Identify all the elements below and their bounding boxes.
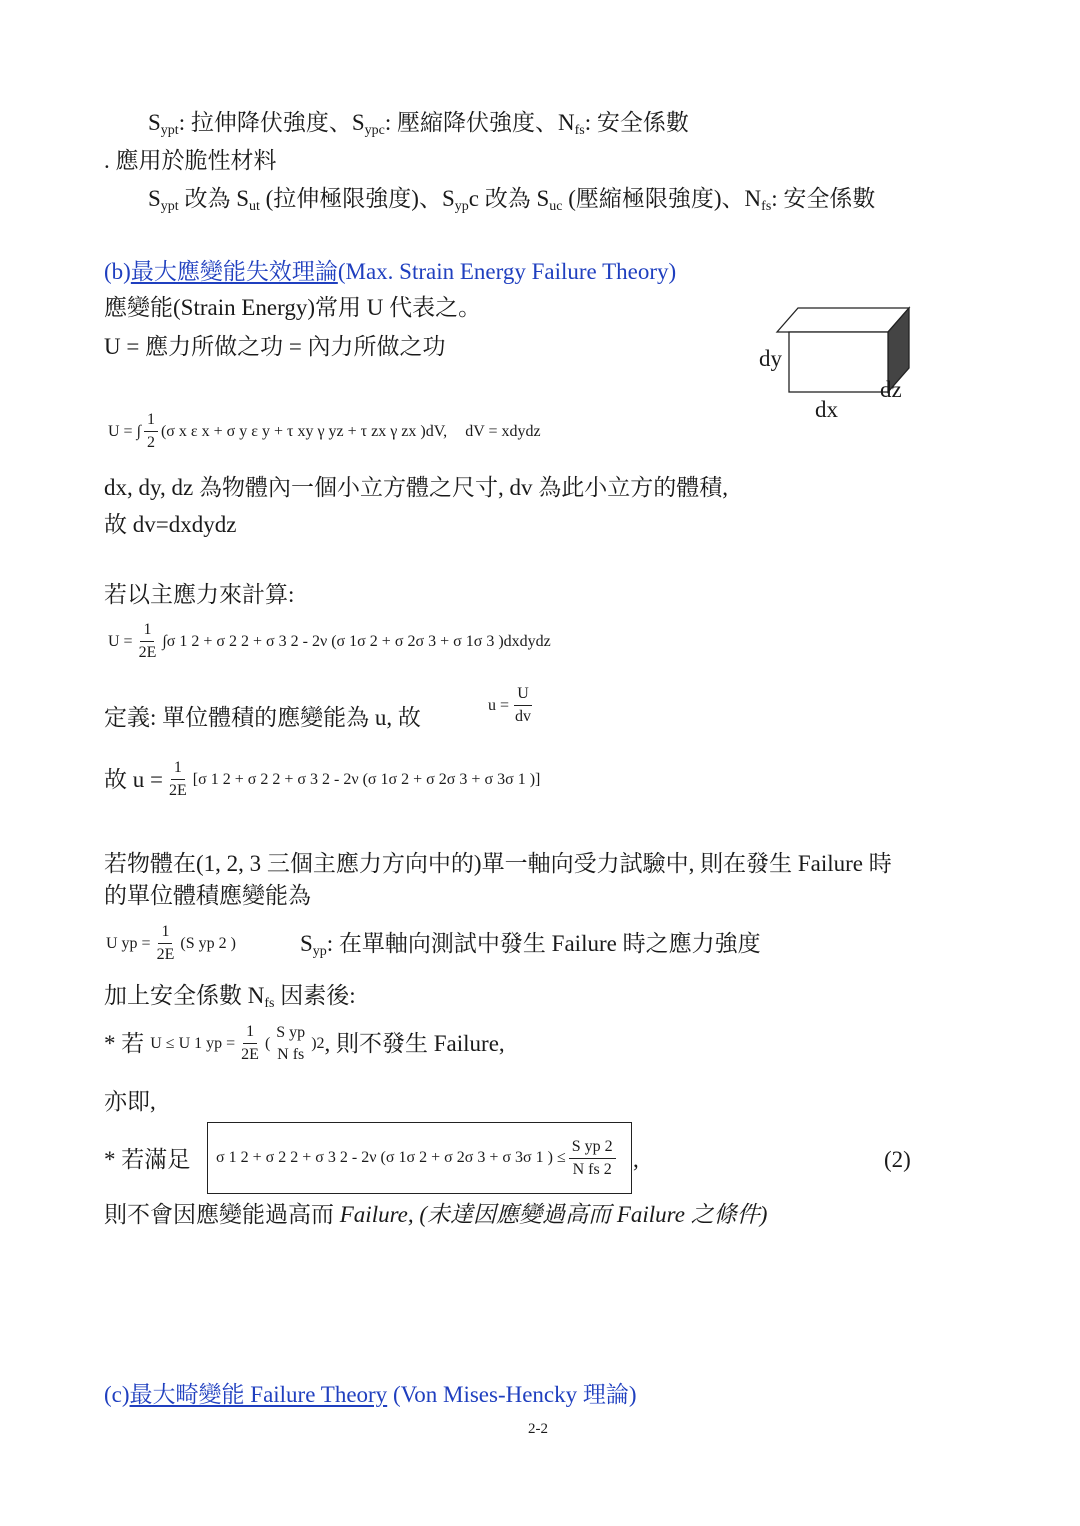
safety-factor-note: 加上安全係數 $N_{fs}$ 因素後: — [104, 983, 356, 1011]
strain-energy-equation: U = ∫ $\frac{1}{2}$ (σ x ε x + σ y ε y + τ xy γ yz + τ zx γ zx )dV, dV = xdydz — [108, 411, 541, 451]
work-equation: U = 應力所做之功 = 內力所做之功 — [104, 334, 446, 359]
section-heading-c[interactable]: (c)最大畸變能 Failure Theory (Von Mises-Hencky 理論) — [104, 1382, 637, 1407]
cube-label-dz: dz — [880, 377, 902, 402]
uniaxial-test-sentence: 若物體在(1, 2, 3 三個主應力方向中的)單一軸向受力試驗中, 則在發生 Failure 時 — [104, 851, 892, 876]
principal-stress-intro: 若以主應力來計算: — [104, 582, 295, 607]
uyp-equation: U yp = $\frac{1}{2E}$ (S yp 2 ) — [106, 923, 236, 963]
unit-volume-definition: 定義: 單位體積的應變能為 u, 故 — [104, 705, 421, 730]
principal-strain-energy-equation: U = $\frac{1}{2E}$ ∫σ 1 2 + σ 2 2 + σ 3 2 - 2ν (σ 1σ 2 + σ 2σ 3 + σ 1σ 3 )dxdydz — [108, 621, 551, 661]
yield-strength-definitions: $S_{ypt}$: 拉伸降伏強度、$S_{ypc}$: 壓縮降伏強度、$N_{fs}$: 安全係數 — [148, 110, 689, 138]
syp-definition: $S_{yp}$: 在單軸向測試中發生 Failure 時之應力強度 — [300, 931, 761, 959]
that-is-label: 亦即, — [104, 1089, 156, 1114]
failure-condition-line: * 若 U ≤ U 1 yp = $\frac{1}{2E}$ ( S yp N fs )2 , 則不發生 Failure, — [104, 1023, 505, 1063]
cube-label-dy: dy — [759, 346, 782, 371]
equation-number: (2) — [884, 1147, 911, 1172]
brittle-material-note: . 應用於脆性材料 — [104, 148, 277, 173]
page-number: 2-2 — [528, 1421, 548, 1437]
conclusion-line: 則不會因應變能過高而 Failure, (未達因應變過高而 Failure 之條件) — [104, 1202, 768, 1227]
volume-definition: 故 dv=dxdydz — [104, 512, 237, 537]
u-definition-equation: u = $\frac{U}{dv}$ — [488, 685, 532, 725]
boxed-criterion-comma: , — [633, 1147, 639, 1172]
uniaxial-test-sentence-cont: 的單位體積應變能為 — [104, 883, 311, 908]
cube-label-dx: dx — [815, 397, 838, 422]
section-heading-b[interactable]: (b)最大應變能失效理論(Max. Strain Energy Failure Theory) — [104, 259, 677, 284]
boxed-criterion-expression: σ 1 2 + σ 2 2 + σ 3 2 - 2ν (σ 1σ 2 + σ 2σ 3 + σ 3σ 1 ) ≤ $\frac{\text{S yp 2}}{\text{N fs 2}}$ — [216, 1130, 619, 1186]
ultimate-strength-definitions: $S_{ypt}$ 改為 $S_{ut}$ (拉伸極限強度)、$S_{yp}c$ 改為 $S_{uc}$ (壓縮極限強度)、$N_{fs}$: 安全係數 — [148, 186, 876, 214]
u-expression-equation: 故 u = $\frac{1}{2E}$ [σ 1 2 + σ 2 2 + σ 3 2 - 2ν (σ 1σ 2 + σ 2σ 3 + σ 3σ 1 )] — [104, 759, 541, 799]
cube-dimension-note: dx, dy, dz 為物體內一個小立方體之尺寸, dv 為此小立方的體積, — [104, 475, 728, 500]
satisfy-condition-label: * 若滿足 — [104, 1147, 191, 1172]
strain-energy-intro: 應變能(Strain Energy)常用 U 代表之。 — [104, 295, 482, 320]
